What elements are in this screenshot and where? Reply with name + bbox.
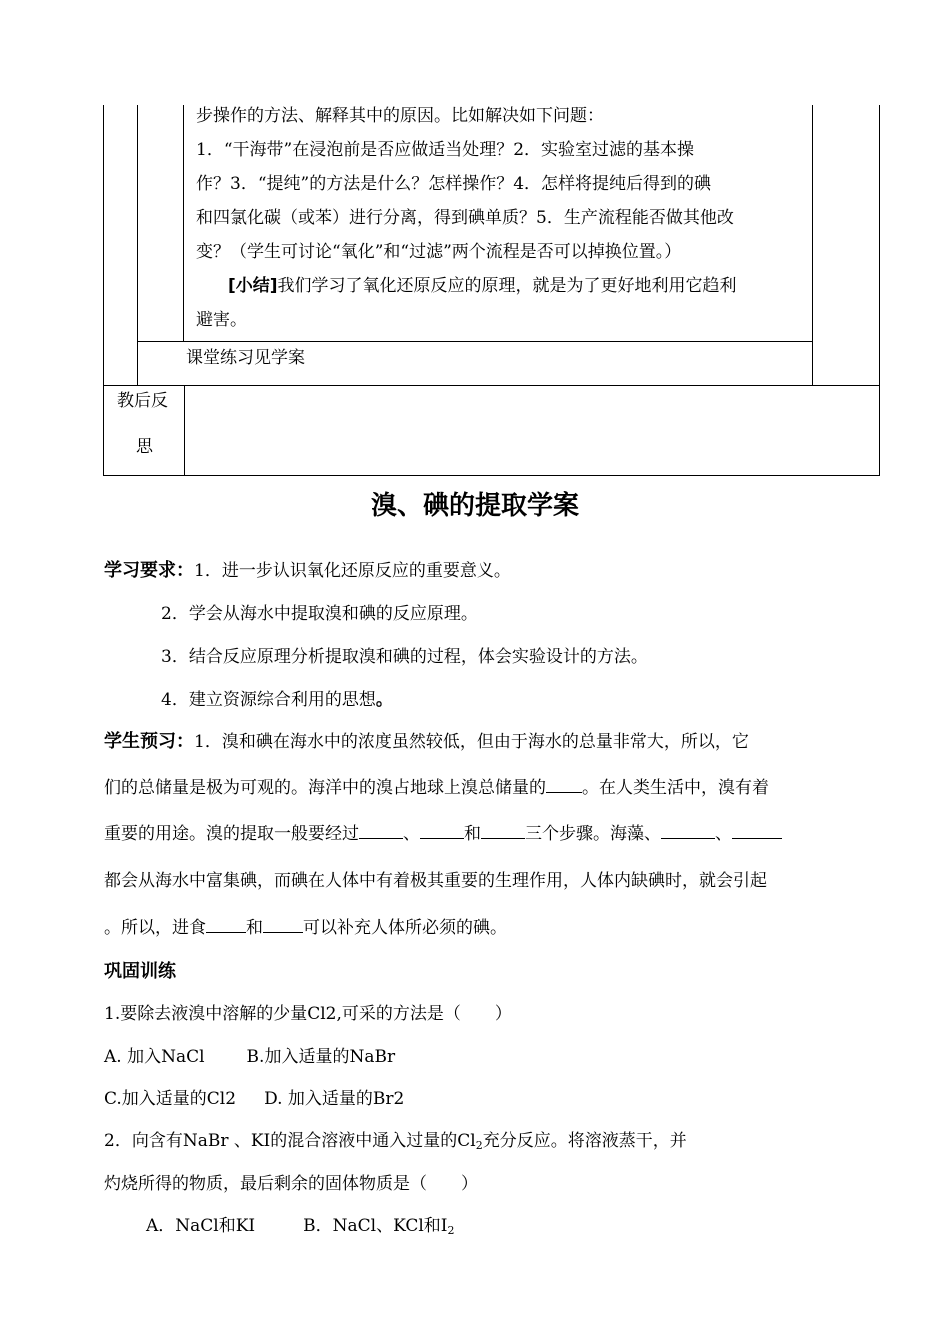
preview-text: 重要的用途。溴的提取一般要经过 [104,824,359,844]
preview-text: 们的总储量是极为可观的。海洋中的溴占地球上溴总储量的 [104,778,546,798]
requirements-line-1 [104,556,511,582]
preview-line-5 [104,913,507,938]
fill-blank[interactable] [263,914,303,933]
fill-blank[interactable] [546,774,582,793]
table-border-bottom [103,475,880,476]
table-cell-line: 1．“干海带”在浸泡前是否应做适当处理？2．实验室过滤的基本操 [196,140,695,160]
summary-text: 我们学习了氧化还原反应的原理，就是为了更好地利用它趋利 [277,276,737,296]
preview-line-2 [104,773,769,798]
table-cell-line: 变？（学生可讨论“氧化”和“过滤”两个流程是否可以掉换位置。） [196,242,682,262]
fill-blank[interactable] [359,820,403,839]
requirements-label: 学习要求： [104,560,194,581]
fill-blank[interactable] [661,820,715,839]
option-c: C.加入适量的Cl2 [104,1089,237,1109]
question-text: 充分反应。将溶液蒸干，并 [482,1131,687,1151]
table-col-line [812,105,813,385]
practice-note: 课堂练习见学案 [186,348,305,368]
subscript: 2 [447,1224,455,1237]
table-border-left [103,105,104,475]
preview-line-3 [104,819,782,844]
summary-line-2: 避害。 [196,310,247,330]
preview-text: 三个步骤。海藻、 [525,824,661,844]
question-text: 2．向含有NaBr 、KI的混合溶液中通入过量的Cl [104,1131,476,1151]
option-a: A．NaCl和KI [146,1216,256,1236]
practice-heading: 巩固训练 [104,961,176,982]
question-1: 1.要除去液溴中溶解的少量Cl2,可采的方法是（ ） [104,1004,512,1024]
summary-line [228,269,737,303]
option-b: B.加入适量的NaBr [246,1047,396,1067]
fill-blank[interactable] [206,914,246,933]
fill-blank[interactable] [481,820,525,839]
requirement-item: 3．结合反应原理分析提取溴和碘的过程，体会实验设计的方法。 [161,647,648,667]
preview-line-1 [104,727,749,753]
option-d: D. 加入适量的Br2 [264,1089,405,1109]
reflection-label-2: 思 [136,437,153,457]
table-cell-line: 作？3．“提纯”的方法是什么？怎样操作？4．怎样将提纯后得到的碘 [196,174,712,194]
table-border-right [879,105,880,475]
table-col-line [137,105,138,385]
question-1-options-ab [104,1042,395,1067]
table-cell-line: 和四氯化碳（或苯）进行分离，得到碘单质？5．生产流程能否做其他改 [196,208,734,228]
requirement-item-4 [161,685,393,710]
table-row-line [103,385,880,386]
question-2-options [146,1211,455,1237]
table-col-line [184,385,185,475]
table-cell-line: 步操作的方法、解释其中的原因。比如解决如下问题： [196,106,604,126]
preview-label: 学生预习： [104,731,194,752]
preview-text: 。在人类生活中，溴有着 [582,778,769,798]
question-1-options-cd [104,1084,404,1109]
preview-line-4: 都会从海水中富集碘，而碘在人体中有着极其重要的生理作用，人体内缺碘时，就会引起 [104,871,767,891]
option-a: A. 加入NaCl [104,1047,205,1067]
preview-text: 、 [403,824,420,844]
page-title: 溴、碘的提取学案 [370,491,579,521]
preview-text: 1．溴和碘在海水中的浓度虽然较低，但由于海水的总量非常大，所以，它 [194,732,749,752]
preview-text: 可以补充人体所必须的碘。 [303,918,507,938]
requirement-item-end: 。 [375,690,393,710]
option-b: B．NaCl、KCl和I [303,1216,448,1236]
summary-label: [小结] [228,276,278,296]
question-2-line-1 [104,1126,687,1152]
preview-text: 和 [246,918,263,938]
requirement-item: 1．进一步认识氧化还原反应的重要意义。 [194,561,511,581]
fill-blank[interactable] [420,820,464,839]
preview-text: 。所以，进食 [104,918,206,938]
question-2-line-2: 灼烧所得的物质，最后剩余的固体物质是（ ） [104,1174,478,1194]
reflection-label: 教后反 [117,391,168,411]
requirement-item: 2．学会从海水中提取溴和碘的反应原理。 [161,604,478,624]
fill-blank[interactable] [732,820,782,839]
requirement-item: 4．建立资源综合利用的思想 [161,690,376,710]
subscript: 2 [475,1139,483,1152]
table-col-line [183,105,184,342]
preview-text: 、 [715,824,732,844]
preview-text: 和 [464,824,481,844]
